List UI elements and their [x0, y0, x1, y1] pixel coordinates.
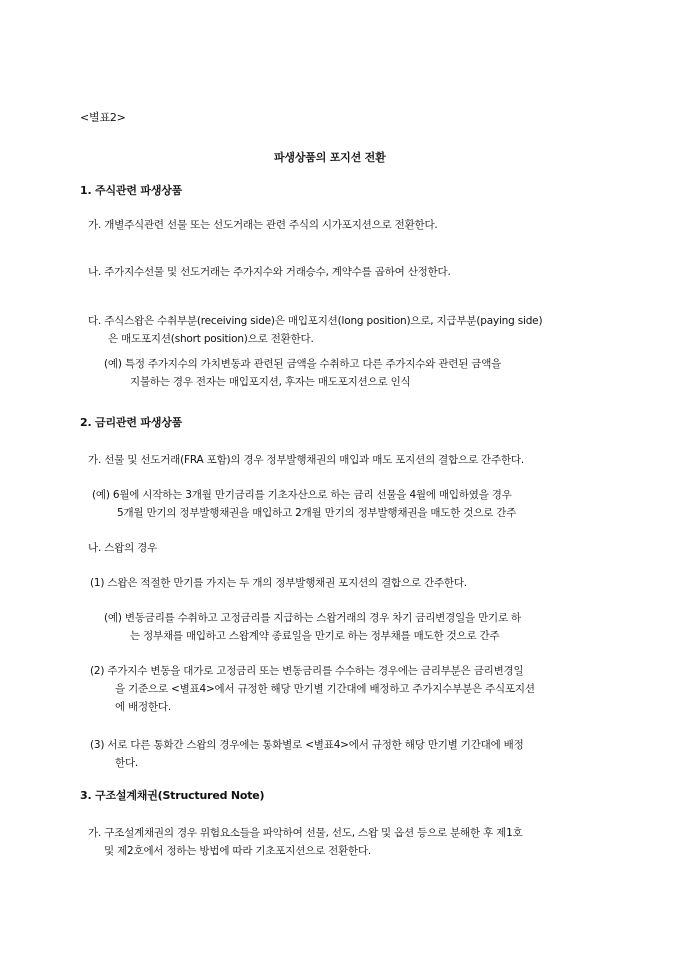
- paragraph-line: 에 배정한다.: [115, 701, 171, 713]
- paragraph-line: 을 기준으로 <별표4>에서 규정한 해당 만기별 기간대에 배정하고 주가지수부분은 주식포지션: [115, 683, 535, 695]
- paragraph-line: 다. 주식스왑은 수취부분(receiving side)은 매입포지션(long position)으로, 지급부분(paying side): [88, 315, 543, 327]
- document-title: 파생상품의 포지션 전환: [274, 151, 386, 164]
- paragraph-line: 및 제2호에서 정하는 방법에 따라 기초포지션으로 전환한다.: [104, 845, 372, 857]
- paragraph-line: 가. 선물 및 선도거래(FRA 포함)의 경우 정부발행채권의 매입과 매도 포지션의 결합으로 간주한다.: [88, 454, 524, 466]
- paragraph-line: (2) 주가지수 변동을 대가로 고정금리 또는 변동금리를 수수하는 경우에는 금리부분은 금리변경일: [90, 665, 524, 677]
- section-heading-2: 2. 금리관련 파생상품: [80, 416, 183, 429]
- section-heading-3: 3. 구조설계채권(Structured Note): [80, 789, 265, 802]
- section-heading-1: 1. 주식관련 파생상품: [80, 184, 183, 197]
- paragraph-line: 가. 구조설계채권의 경우 위험요소들을 파악하여 선물, 선도, 스왑 및 옵션 등으로 분해한 후 제1호: [88, 827, 523, 839]
- paragraph-line: 가. 개별주식관련 선물 또는 선도거래는 관련 주식의 시가포지션으로 전환한다.: [88, 219, 438, 231]
- paragraph-line: (3) 서로 다른 통화간 스왑의 경우에는 통화별로 <별표4>에서 규정한 해당 만기별 기간대에 배정: [90, 739, 524, 751]
- paragraph-line: 나. 주가지수선물 및 선도거래는 주가지수와 거래승수, 계약수를 곱하여 산정한다.: [88, 266, 451, 278]
- paragraph-line: (1) 스왑은 적절한 만기를 가지는 두 개의 정부발행채권 포지션의 결합으로 간주한다.: [90, 577, 467, 589]
- example-line: 5개월 만기의 정부발행채권을 매입하고 2개월 만기의 정부발행채권을 매도한 것으로 간주: [117, 507, 517, 519]
- paragraph-line: 한다.: [115, 757, 139, 769]
- paragraph-line: 은 매도포지션(short position)으로 전환한다.: [108, 333, 314, 345]
- example-line: 는 정부채를 매입하고 스왑계약 종료일을 만기로 하는 정부채를 매도한 것으로 간주: [130, 630, 500, 642]
- paragraph-line: 나. 스왑의 경우: [88, 542, 158, 554]
- example-line: 지불하는 경우 전자는 매입포지션, 후자는 매도포지션으로 인식: [130, 376, 411, 388]
- example-line: (예) 특정 주가지수의 가치변동과 관련된 금액을 수취하고 다른 주가지수와 관련된 금액을: [104, 358, 502, 370]
- example-line: (예) 변동금리를 수취하고 고정금리를 지급하는 스왑거래의 경우 차기 금리변경일을 만기로 하: [104, 612, 522, 624]
- example-line: (예) 6월에 시작하는 3개월 만기금리를 기초자산으로 하는 금리 선물을 4월에 매입하였을 경우: [92, 489, 512, 501]
- attachment-label: <별표2>: [80, 111, 126, 124]
